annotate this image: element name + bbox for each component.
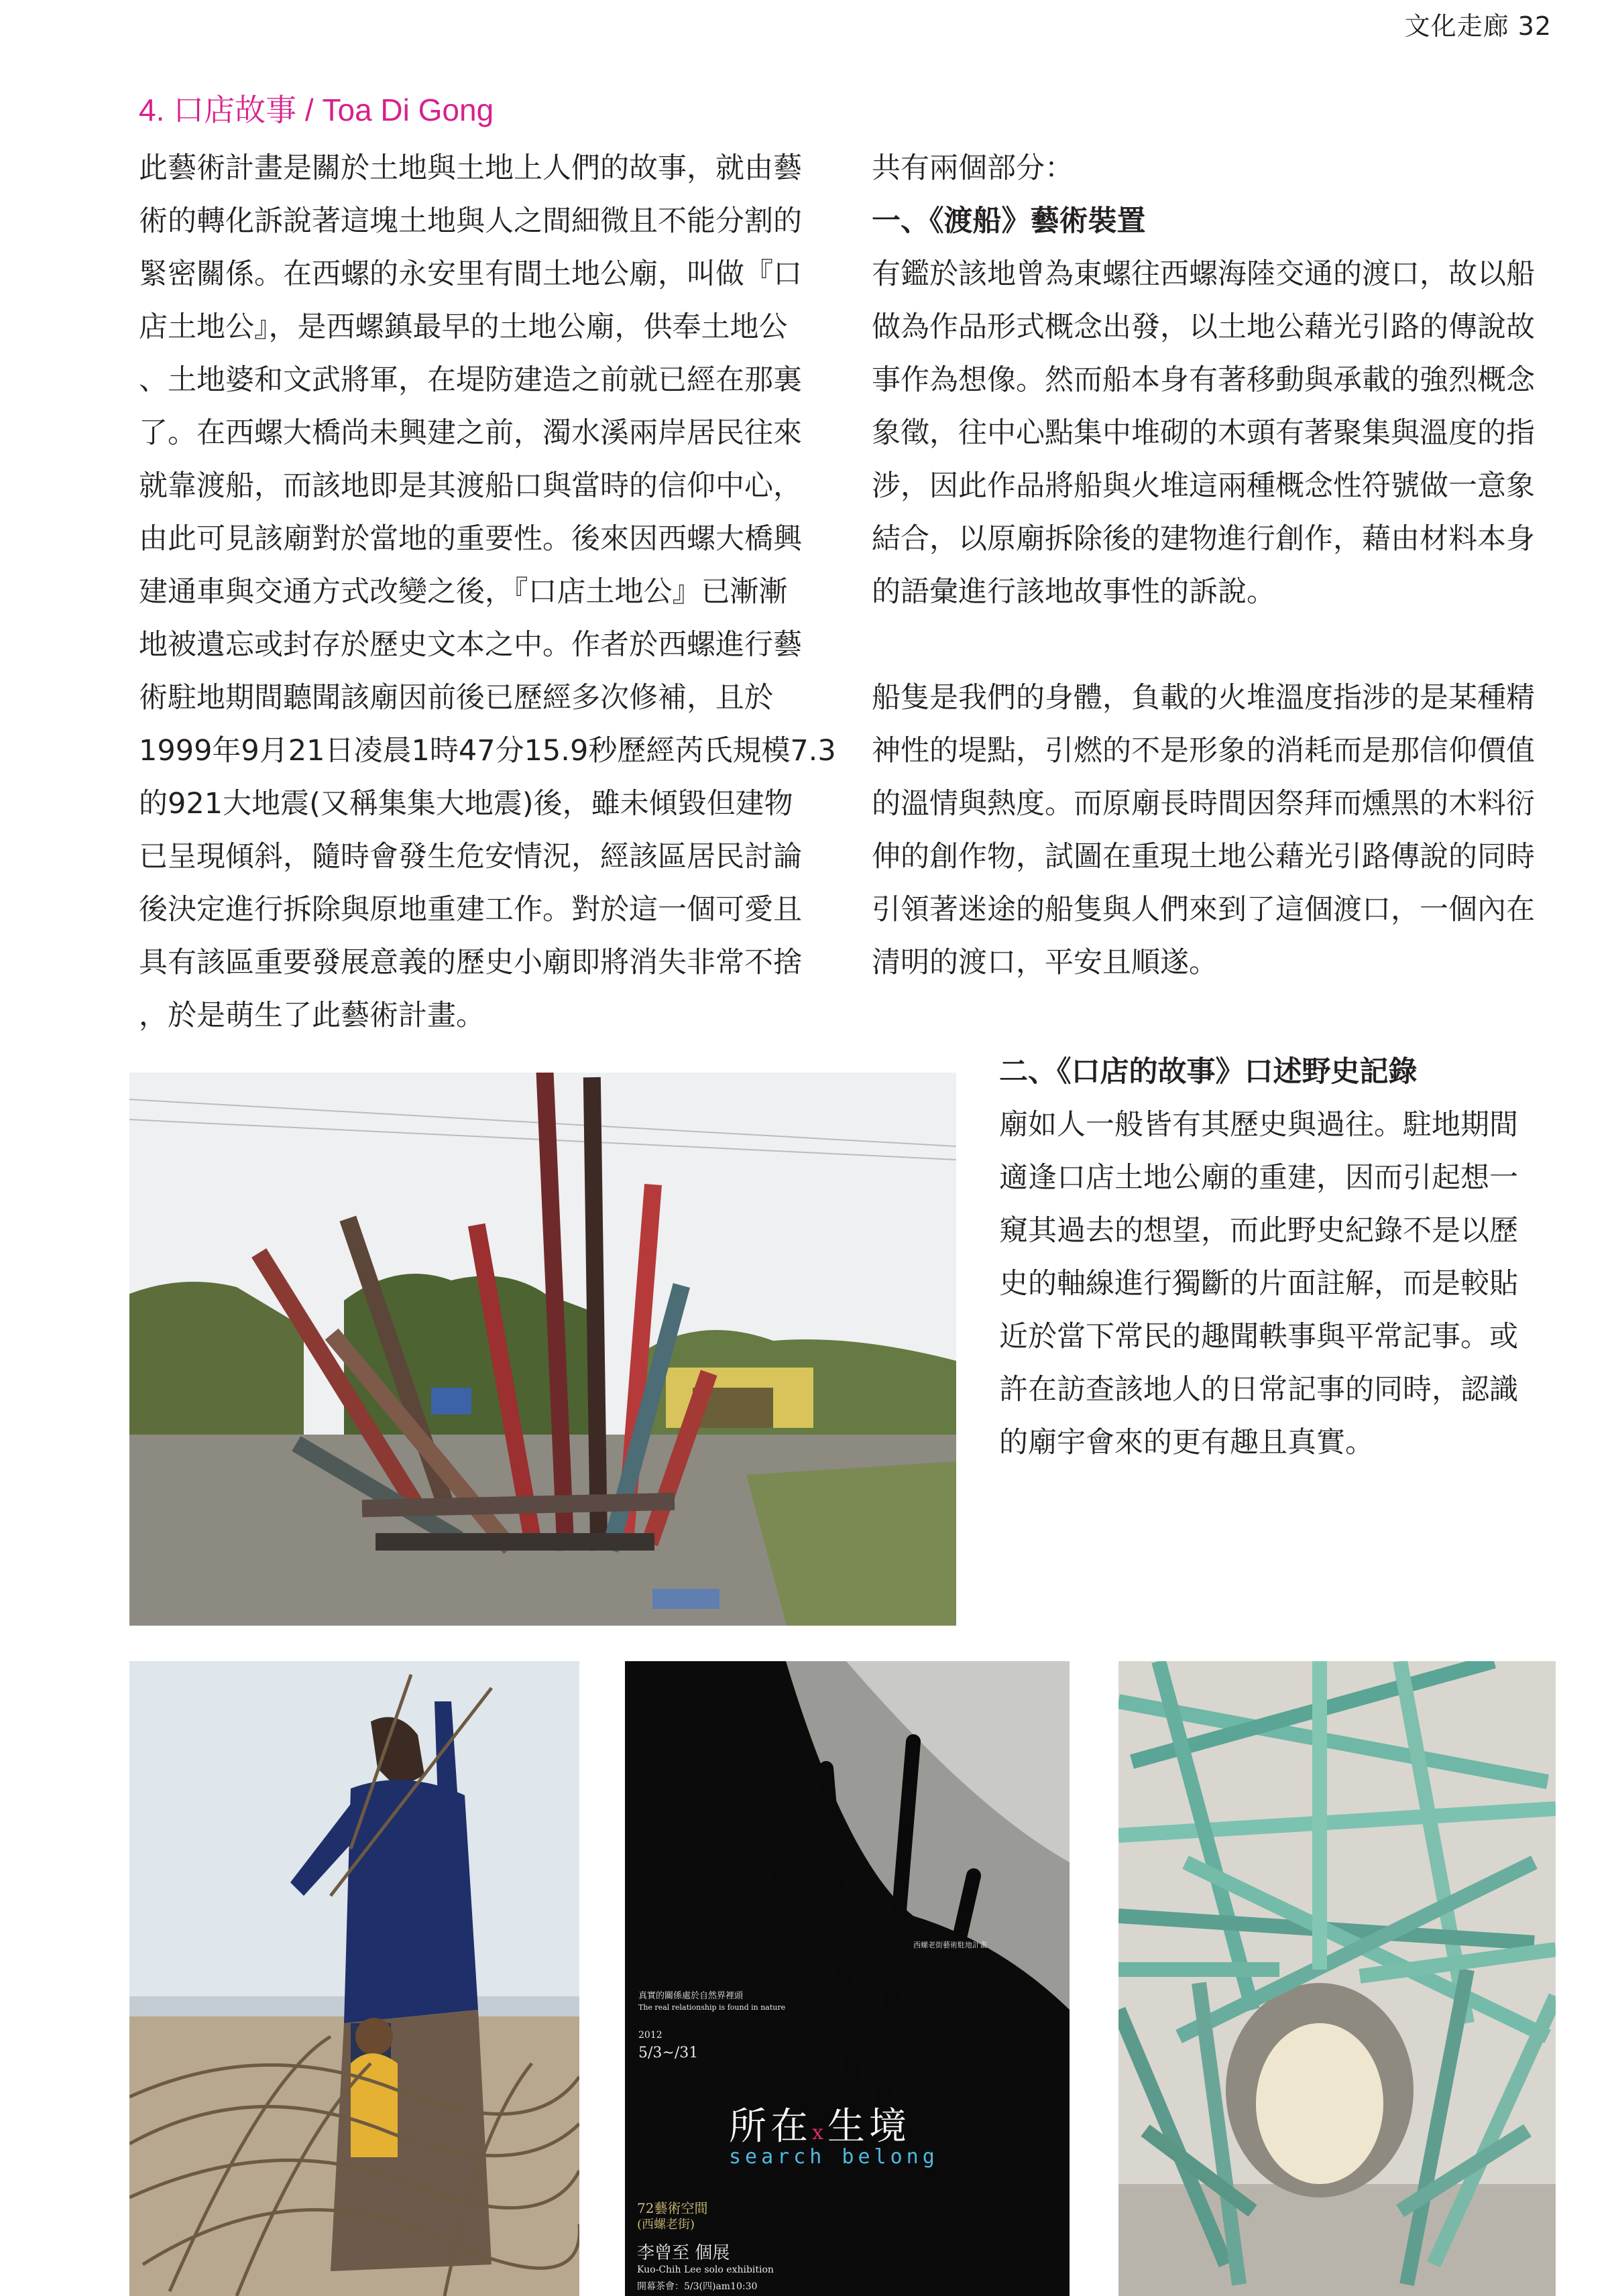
poster-title-part-b: 生境 xyxy=(827,2105,911,2149)
poster-subtitle: search belong xyxy=(729,2145,939,2169)
poster-title xyxy=(729,2097,911,2151)
text-line: 清明的渡口，平安且順遂。 xyxy=(872,946,1218,979)
parts-intro: 共有兩個部分： xyxy=(872,152,1074,185)
text-line: 由此可見該廟對於當地的重要性。後來因西螺大橋興 xyxy=(139,522,802,556)
text-line: 引領著迷途的船隻與人們來到了這個渡口，一個內在 xyxy=(872,893,1535,926)
text-line: 的921大地震(又稱集集大地震)後，雖未傾毀但建物 xyxy=(139,787,793,821)
text-line: 1999年9月21日凌晨1時47分15.9秒歷經芮氏規模7.3 xyxy=(139,734,836,768)
poster-artist: 李曾至 個展 xyxy=(637,2243,730,2263)
text-line: 了。在西螺大橋尚未興建之前，濁水溪兩岸居民往來 xyxy=(139,416,802,450)
text-line: 適逢口店土地公廟的重建，因而引起想一 xyxy=(999,1161,1518,1195)
part-one-paragraph xyxy=(872,248,1556,619)
text-line: 已呈現傾斜，隨時會發生危安情況，經該區居民討論 xyxy=(139,840,802,873)
poster-top-note: 西螺老街藝術駐地計畫 xyxy=(913,1941,987,1949)
text-line: 術駐地期間聽聞該廟因前後已歷經多次修補，且於 xyxy=(139,681,773,715)
poster-opening: 開幕茶會：5/3(四)am10:30 xyxy=(637,2281,758,2292)
left-column xyxy=(139,142,836,1042)
poster-tagline-cn: 真實的關係處於自然界裡頭 xyxy=(638,1991,744,2001)
text-line: 建通車與交通方式改變之後，『口店土地公』已漸漸 xyxy=(139,575,788,609)
text-line: 許在訪查該地人的日常記事的同時，認識 xyxy=(999,1373,1518,1406)
text-line: 術的轉化訴說著這塊土地與人之間細微且不能分割的 xyxy=(139,204,802,238)
text-line: 廟如人一般皆有其歷史與過往。駐地期間 xyxy=(999,1108,1518,1142)
text-line: 窺其過去的想望，而此野史紀錄不是以歷 xyxy=(999,1214,1518,1248)
poster-tagline-en: The real relationship is found in nature xyxy=(638,2003,786,2012)
part-one-heading: 一、《渡船》藝術裝置 xyxy=(872,204,1146,238)
text-line: ，於是萌生了此藝術計畫。 xyxy=(139,999,485,1032)
text-line: 船隻是我們的身體，負載的火堆溫度指涉的是某種精 xyxy=(872,681,1535,715)
poster-title-part-a: 所在 xyxy=(729,2105,812,2149)
intro-paragraph xyxy=(139,142,836,1042)
right-column xyxy=(872,142,1556,989)
poster-artist-en: Kuo-Chih Lee solo exhibition xyxy=(637,2264,774,2275)
poster-venue: 72藝術空間 xyxy=(637,2200,708,2216)
text-line: 具有該區重要發展意義的歷史小廟即將消失非常不捨 xyxy=(139,946,802,979)
text-line: 做為作品形式概念出發，以土地公藉光引路的傳說故 xyxy=(872,310,1535,344)
text-line: 近於當下常民的趣聞軼事與平常記事。或 xyxy=(999,1320,1518,1353)
part-two-paragraph xyxy=(999,1099,1562,1469)
text-line: 就靠渡船，而該地即是其渡船口與當時的信仰中心， xyxy=(139,469,802,503)
poster-venue-sub: (西螺老街) xyxy=(637,2218,695,2232)
part-two-column xyxy=(999,1046,1562,1469)
artist-with-branches-photo xyxy=(129,1661,579,2296)
poster-dates: 5/3~/31 xyxy=(638,2045,699,2061)
text-line: 此藝術計畫是關於土地與土地上人們的故事，就由藝 xyxy=(139,152,802,185)
text-line: 、土地婆和文武將軍，在堤防建造之前就已經在那裏 xyxy=(139,363,802,397)
part-one-paragraph-2 xyxy=(872,672,1556,989)
text-line: 有鑑於該地曾為東螺往西螺海陸交通的渡口，故以船 xyxy=(872,257,1535,291)
text-line: 史的軸線進行獨斷的片面註解，而是較貼 xyxy=(999,1267,1518,1301)
text-line: 地被遺忘或封存於歷史文本之中。作者於西螺進行藝 xyxy=(139,628,802,662)
text-line: 象徵，往中心點集中堆砌的木頭有著聚集與溫度的指 xyxy=(872,416,1535,450)
section-title: 4. 口店故事 / Toa Di Gong xyxy=(139,93,494,127)
text-line: 的語彙進行該地故事性的訴說。 xyxy=(872,575,1275,609)
poster-year: 2012 xyxy=(638,2030,663,2041)
teal-wood-installation-photo xyxy=(1118,1661,1556,2296)
text-line: 神性的堤點，引燃的不是形象的消耗而是那信仰價值 xyxy=(872,734,1535,768)
text-line: 店土地公』，是西螺鎮最早的土地公廟，供奉土地公 xyxy=(139,310,788,344)
part-two-heading: 二、《口店的故事》口述野史記錄 xyxy=(999,1055,1418,1089)
text-line: 緊密關係。在西螺的永安里有間土地公廟，叫做『口 xyxy=(139,257,802,291)
text-line: 的溫情與熱度。而原廟長時間因祭拜而燻黑的木料衍 xyxy=(872,787,1535,821)
text-line: 後決定進行拆除與原地重建工作。對於這一個可愛且 xyxy=(139,893,802,926)
text-line: 涉，因此作品將船與火堆這兩種概念性符號做一意象 xyxy=(872,469,1535,503)
exhibition-poster xyxy=(625,1661,1070,2296)
text-line: 伸的創作物，試圖在重現土地公藉光引路傳說的同時 xyxy=(872,840,1535,873)
boat-sculpture-photo xyxy=(129,1073,956,1626)
text-line: 結合，以原廟拆除後的建物進行創作，藉由材料本身 xyxy=(872,522,1535,556)
text-line: 的廟宇會來的更有趣且真實。 xyxy=(999,1426,1374,1459)
text-line: 事作為想像。然而船本身有著移動與承載的強烈概念 xyxy=(872,363,1535,397)
poster-title-x: x xyxy=(812,2121,827,2144)
page-header: 文化走廊 32 xyxy=(1404,11,1552,41)
